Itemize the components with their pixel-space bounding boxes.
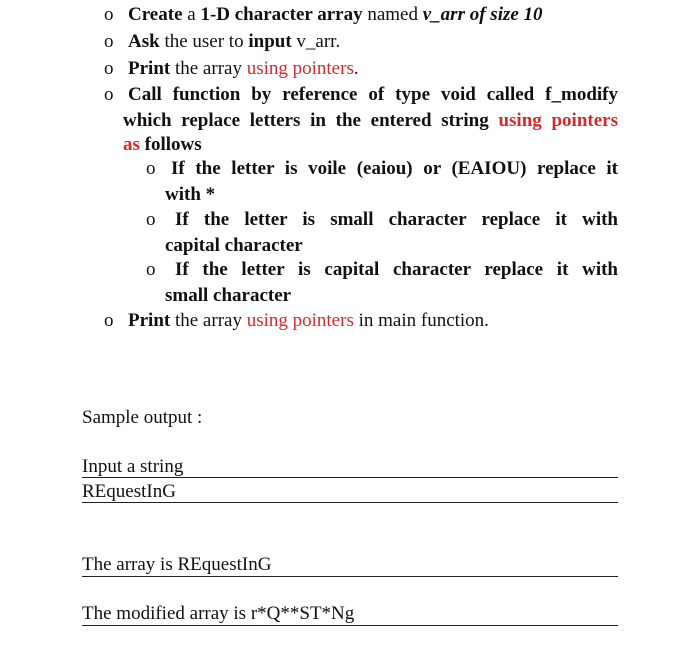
array-type: 1-D character array	[200, 4, 363, 25]
item-ask-input	[128, 31, 340, 53]
item-print-main	[128, 310, 489, 332]
bullet-icon: o	[104, 31, 114, 52]
divider	[82, 477, 618, 478]
text: the user to	[159, 31, 249, 52]
sub-bullet-icon: o	[146, 259, 156, 280]
sub-item-capital-line2: small character	[165, 285, 292, 306]
bullet-icon: o	[104, 310, 114, 331]
keyword-ask: Ask	[128, 31, 160, 52]
sample-prompt: Input a string	[82, 456, 184, 477]
highlight-as: as	[123, 134, 140, 155]
sub-item-small-line1: If the letter is small character replace it with	[175, 209, 618, 230]
text: in main function.	[353, 310, 489, 331]
text: v_arr.	[291, 31, 341, 52]
bullet-icon: o	[104, 84, 114, 105]
sub-item-vowel-line1: If the letter is voile (eaiou) or (EAIOU) replace it	[171, 158, 618, 179]
highlight-using-pointers: using pointers	[498, 110, 618, 131]
sample-output-heading: Sample output :	[82, 407, 203, 428]
item-print-array	[128, 58, 359, 80]
item-call-function-line3	[123, 134, 202, 156]
sub-item-small-line2: capital character	[165, 235, 303, 256]
item-call-function-line1: Call function by reference of type void called f_modify	[128, 84, 618, 105]
sample-input-value: REquestInG	[82, 481, 176, 502]
text: .	[353, 58, 359, 79]
sub-bullet-icon: o	[146, 158, 156, 179]
text: a	[182, 4, 201, 25]
keyword-create: Create	[128, 4, 183, 25]
keyword-input: input	[248, 31, 292, 52]
item-call-function-line2	[123, 110, 618, 132]
keyword-print: Print	[128, 310, 171, 331]
array-name: v_arr of size 10	[422, 4, 543, 25]
sub-item-vowel-line2: with *	[165, 184, 216, 205]
highlight-using-pointers: using pointers	[246, 310, 354, 331]
text: which replace letters in the entered string	[123, 110, 499, 131]
text: follows	[139, 134, 202, 155]
text: the array	[170, 58, 247, 79]
sub-item-capital-line1: If the letter is capital character replace it with	[175, 259, 618, 280]
sample-modified-line: The modified array is r*Q**ST*Ng	[82, 603, 355, 624]
divider	[82, 502, 618, 503]
divider	[82, 576, 618, 577]
keyword-print: Print	[128, 58, 171, 79]
sub-bullet-icon: o	[146, 209, 156, 230]
sample-array-line: The array is REquestInG	[82, 554, 272, 575]
highlight-using-pointers: using pointers	[246, 58, 354, 79]
text: the array	[170, 310, 247, 331]
text: named	[362, 4, 423, 25]
item-create-array	[128, 4, 543, 26]
bullet-icon: o	[104, 4, 114, 25]
bullet-icon: o	[104, 58, 114, 79]
divider	[82, 625, 618, 626]
